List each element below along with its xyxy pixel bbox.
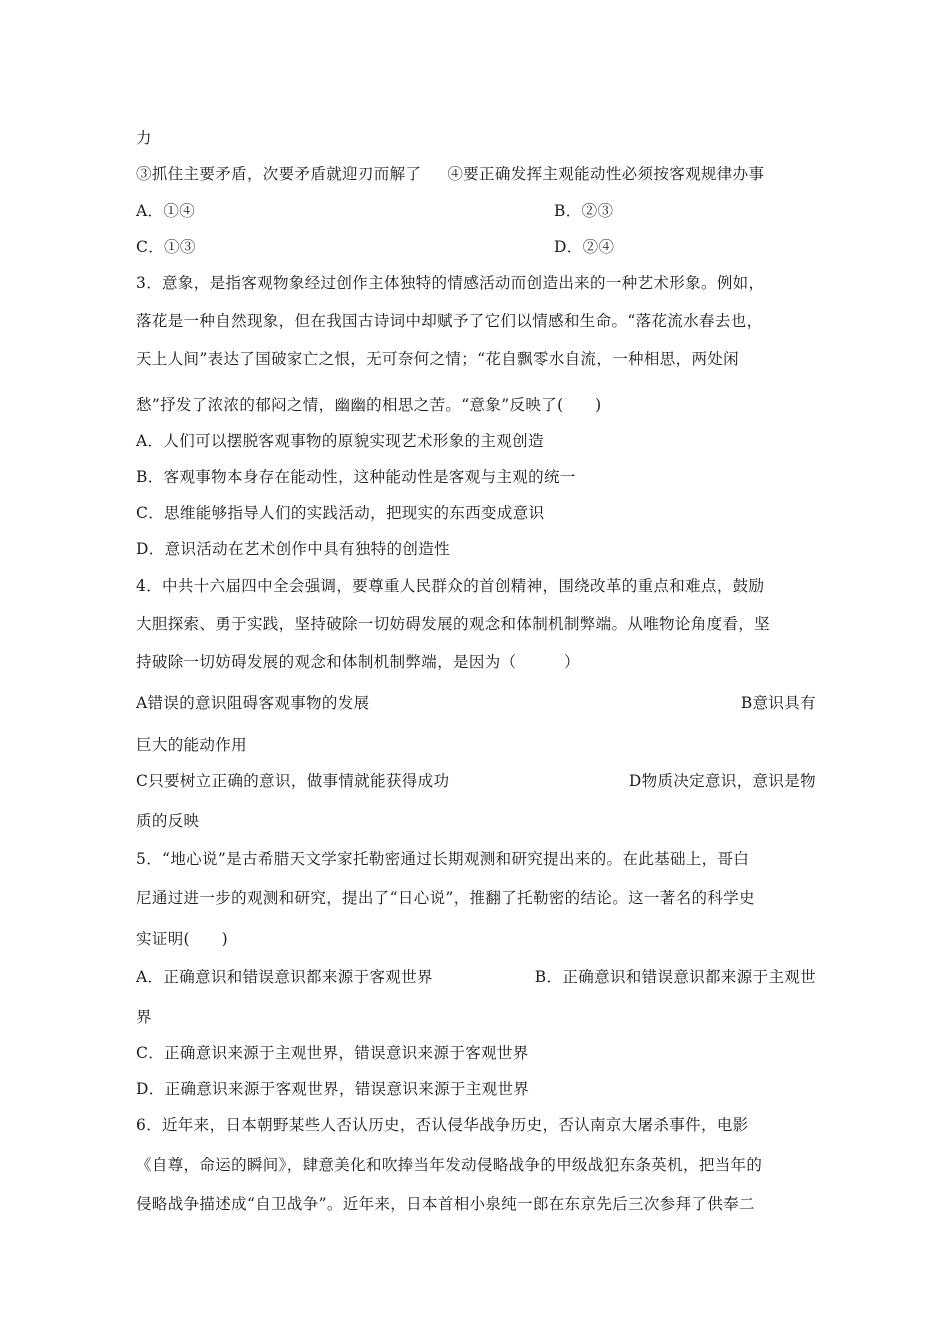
option-d[interactable]: D．意识活动在艺术创作中具有独特的创造性 bbox=[136, 540, 450, 558]
option-d-continuation: 质的反映 bbox=[136, 812, 200, 830]
question-5-line bbox=[136, 848, 816, 870]
option-line bbox=[136, 538, 816, 560]
option-line bbox=[136, 1042, 816, 1064]
question-text: 落花是一种自然现象，但在我国古诗词中却赋予了它们以情感和生命。“落花流水春去也， bbox=[136, 312, 763, 330]
question-text: 天上人间”表达了国破家亡之恨，无可奈何之情；“花自飘零水自流，一种相思，两处闲 bbox=[136, 350, 740, 368]
question-2-continuation: 力 bbox=[136, 129, 152, 147]
question-text: 3．意象，是指客观物象经过创作主体独特的情感活动而创造出来的一种艺术形象。例如， bbox=[136, 274, 765, 292]
question-text: 《自尊，命运的瞬间》，肆意美化和吹捧当年发动侵略战争的甲级战犯东条英机，把当年的 bbox=[136, 1156, 763, 1174]
question-3-line bbox=[136, 310, 816, 332]
option-c[interactable]: C．①③ bbox=[136, 238, 196, 256]
option-row bbox=[136, 966, 816, 988]
text-line bbox=[136, 127, 816, 149]
question-4-line bbox=[136, 575, 816, 597]
option-b[interactable]: B．正确意识和错误意识都来源于主观世 bbox=[534, 968, 816, 986]
question-text: 5．“地心说”是古希腊天文学家托勒密通过长期观测和研究提出来的。在此基础上，哥白 bbox=[136, 850, 750, 868]
question-6-line bbox=[136, 1193, 816, 1215]
question-4-line bbox=[136, 651, 816, 673]
option-line bbox=[136, 1006, 816, 1028]
option-line bbox=[136, 1078, 816, 1100]
question-6-line bbox=[136, 1114, 816, 1136]
question-3-line bbox=[136, 272, 816, 294]
question-6-line bbox=[136, 1154, 816, 1176]
option-d[interactable]: D物质决定意识，意识是物 bbox=[628, 772, 816, 790]
statement-4: ④要正确发挥主观能动性必须按客观规律办事 bbox=[447, 165, 765, 183]
option-line bbox=[136, 810, 816, 832]
option-b[interactable]: B意识具有 bbox=[740, 694, 816, 712]
question-text: 4．中共十六届四中全会强调，要尊重人民群众的首创精神，围绕改革的重点和难点，鼓励 bbox=[136, 577, 765, 595]
option-row bbox=[136, 236, 816, 258]
option-b-continuation: 界 bbox=[136, 1008, 152, 1026]
option-row bbox=[136, 692, 816, 714]
option-a[interactable]: A．正确意识和错误意识都来源于客观世界 bbox=[136, 968, 433, 986]
option-line bbox=[136, 502, 816, 524]
option-line bbox=[136, 466, 816, 488]
option-c[interactable]: C只要树立正确的意识，做事情就能获得成功 bbox=[136, 772, 450, 790]
option-row bbox=[136, 770, 816, 792]
question-text: 持破除一切妨碍发展的观念和体制机制弊端，是因为（ ） bbox=[136, 653, 580, 671]
option-line bbox=[136, 734, 816, 756]
question-5-line bbox=[136, 928, 816, 950]
option-c[interactable]: C．正确意识来源于主观世界，错误意识来源于客观世界 bbox=[136, 1044, 529, 1062]
question-text: 6．近年来，日本朝野某些人否认历史，否认侵华战争历史，否认南京大屠杀事件，电影 bbox=[136, 1116, 749, 1134]
question-3-line bbox=[136, 394, 816, 416]
option-d[interactable]: D．②④ bbox=[554, 238, 615, 256]
question-text: 实证明( ) bbox=[136, 930, 229, 948]
question-3-line bbox=[136, 348, 816, 370]
option-c[interactable]: C．思维能够指导人们的实践活动，把现实的东西变成意识 bbox=[136, 504, 545, 522]
option-d[interactable]: D．正确意识来源于客观世界，错误意识来源于主观世界 bbox=[136, 1080, 530, 1098]
option-a[interactable]: A．人们可以摆脱客观事物的原貌实现艺术形象的主观创造 bbox=[136, 432, 544, 450]
option-line bbox=[136, 430, 816, 452]
option-a[interactable]: A错误的意识阻碍客观事物的发展 bbox=[136, 694, 370, 712]
option-b[interactable]: B．②③ bbox=[554, 202, 614, 220]
statement-row bbox=[136, 163, 816, 185]
option-b-continuation: 巨大的能动作用 bbox=[136, 736, 247, 754]
question-text: 愁”抒发了浓浓的郁闷之情，幽幽的相思之苦。“意象”反映了( ) bbox=[136, 396, 602, 414]
option-row bbox=[136, 200, 816, 222]
question-4-line bbox=[136, 613, 816, 635]
question-text: 侵略战争描述成“自卫战争”。近年来，日本首相小泉纯一郎在东京先后三次参拜了供奉二 bbox=[136, 1195, 755, 1213]
statement-3: ③抓住主要矛盾，次要矛盾就迎刃而解了 bbox=[136, 165, 422, 183]
option-b[interactable]: B．客观事物本身存在能动性，这种能动性是客观与主观的统一 bbox=[136, 468, 576, 486]
question-text: 大胆探索、勇于实践，坚持破除一切妨碍发展的观念和体制机制弊端。从唯物论角度看，坚 bbox=[136, 615, 771, 633]
option-a[interactable]: A．①④ bbox=[136, 202, 196, 220]
question-text: 尼通过进一步的观测和研究，提出了“日心说”，推翻了托勒密的结论。这一著名的科学史 bbox=[136, 889, 755, 907]
question-5-line bbox=[136, 887, 816, 909]
